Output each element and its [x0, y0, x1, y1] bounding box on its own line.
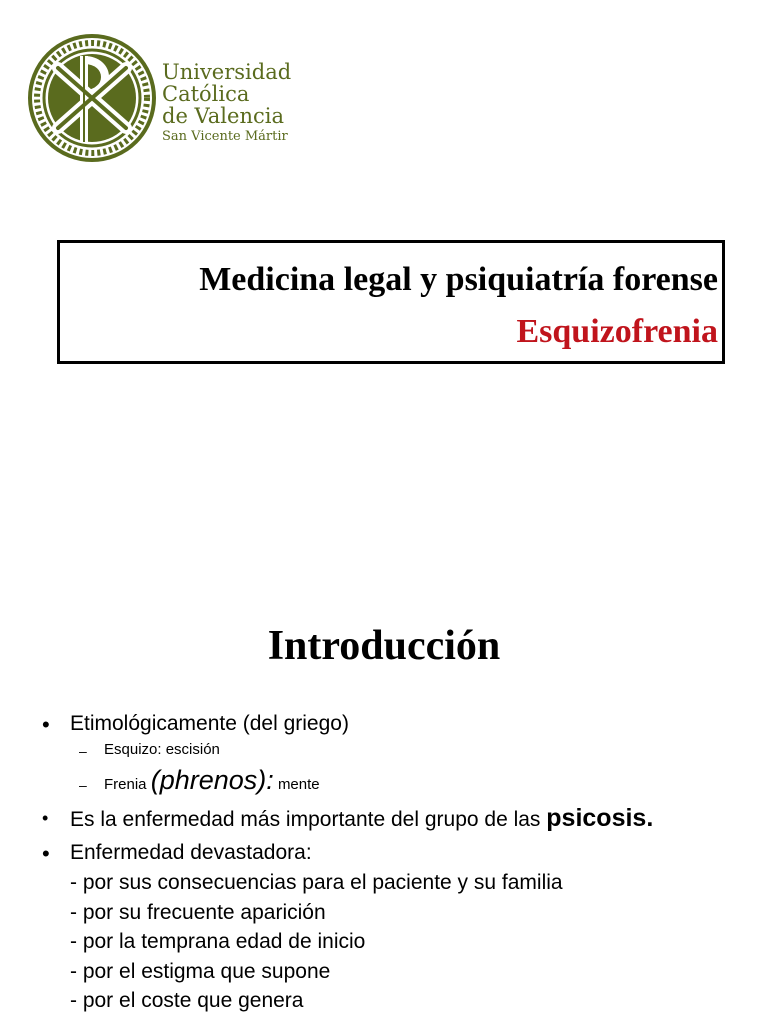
sub-list-item: Esquizo: escisión [104, 741, 220, 758]
reason-item: - por el coste que genera [70, 989, 304, 1012]
list-item: Enfermedad devastadora: [70, 841, 312, 864]
logo-line: San Vicente Mártir [162, 129, 288, 144]
sub-list-item [104, 765, 320, 796]
frenia-meaning: mente [277, 776, 320, 793]
frenia-word: Frenia [104, 776, 147, 793]
bullet-marker: • [42, 841, 50, 866]
reason-item: - por el estigma que supone [70, 960, 331, 983]
bullet-marker: • [42, 712, 50, 737]
section-title: Introducción [267, 623, 501, 669]
logo-line: Católica [162, 82, 250, 106]
university-seal-icon [28, 34, 156, 162]
dash-marker: – [79, 743, 87, 759]
university-name [162, 62, 291, 146]
list-item [70, 804, 653, 833]
document-title: Medicina legal y psiquiatría forense [199, 261, 718, 298]
logo-line: Universidad [162, 60, 292, 84]
reason-item: - por su frecuente aparición [70, 901, 326, 924]
reason-item: - por sus consecuencias para el paciente y su familia [70, 871, 563, 894]
document-subtitle: Esquizofrenia [516, 313, 718, 350]
list-item: Etimológicamente (del griego) [70, 712, 349, 735]
phrenos-word: (phrenos): [150, 765, 274, 795]
psicosis-word: psicosis. [546, 804, 654, 832]
psicosis-prefix: Es la enfermedad más importante del grupo de las [70, 808, 541, 831]
title-box [57, 240, 725, 364]
logo-line: de Valencia [162, 104, 284, 128]
university-logo [28, 34, 328, 164]
bullet-marker: • [42, 808, 49, 828]
dash-marker: – [79, 777, 87, 793]
reason-item: - por la temprana edad de inicio [70, 930, 366, 953]
